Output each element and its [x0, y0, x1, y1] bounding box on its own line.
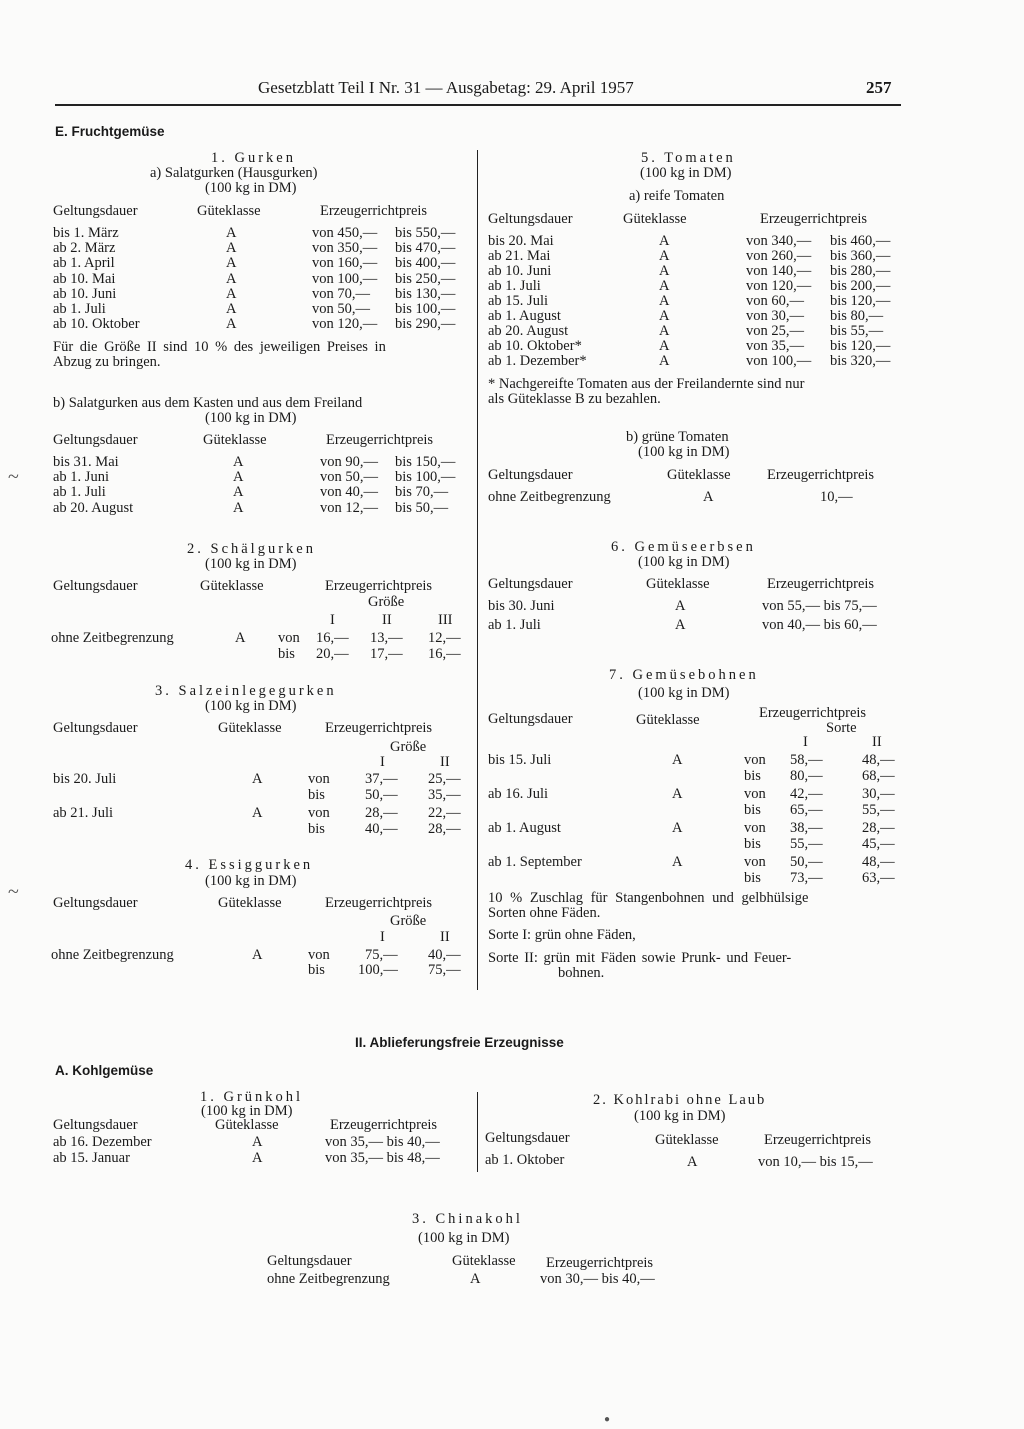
- price: 42,—: [790, 786, 823, 802]
- col-header: Geltungsdauer: [53, 1117, 138, 1133]
- grade: A: [226, 316, 237, 333]
- duration: bis 30. Juni: [488, 598, 555, 614]
- grade: A: [233, 484, 244, 501]
- duration: ab 1. Oktober: [485, 1152, 565, 1168]
- price-from: von 120,—: [312, 316, 378, 333]
- duration: ab 15. Januar: [53, 1150, 130, 1166]
- bis-label: bis: [744, 870, 761, 886]
- grade: A: [252, 805, 263, 821]
- section-heading: E. Fruchtgemüse: [55, 124, 165, 139]
- price-from: von 60,—: [746, 293, 804, 309]
- col-header: Erzeugerrichtpreis: [320, 203, 428, 219]
- col-header: Güteklasse: [636, 712, 700, 728]
- table-title: 2. Kohlrabi ohne Laub: [593, 1092, 767, 1108]
- duration: ab 2. März: [53, 240, 116, 257]
- price-from: von 25,—: [746, 323, 804, 339]
- size-label: II: [382, 612, 392, 628]
- price-from: von 100,—: [746, 353, 812, 369]
- table-title: 6. Gemüseerbsen: [611, 539, 756, 555]
- size-label: II: [872, 734, 882, 750]
- price-from: von 35,—: [746, 338, 804, 354]
- note: Für die Größe II sind 10 % des jeweiligen Preises in: [53, 339, 386, 355]
- duration: ab 1. Juli: [488, 278, 541, 294]
- bis-label: bis: [308, 962, 325, 978]
- note: Sorten ohne Fäden.: [488, 905, 601, 921]
- col-header: Erzeugerrichtpreis: [326, 432, 434, 448]
- price: 58,—: [790, 752, 823, 768]
- col-header: Güteklasse: [623, 211, 687, 227]
- col-header: Erzeugerrichtpreis: [325, 578, 433, 594]
- column-divider: [477, 150, 478, 990]
- price: 40,—: [365, 821, 398, 837]
- scan-mark: ●: [604, 1414, 611, 1425]
- col-header: Güteklasse: [215, 1117, 279, 1133]
- col-header: Güteklasse: [218, 720, 282, 736]
- price-to: bis 470,—: [395, 240, 456, 257]
- duration: ab 10. Oktober: [53, 316, 140, 333]
- price: 16,—: [316, 630, 349, 646]
- von-label: von: [278, 630, 300, 646]
- duration: ab 20. August: [53, 499, 134, 516]
- price: 50,—: [790, 854, 823, 870]
- grade: A: [659, 353, 670, 369]
- grade: A: [675, 598, 686, 614]
- duration: ab 1. Dezember*: [488, 353, 587, 369]
- price-to: bis 50,—: [395, 499, 449, 516]
- duration: bis 31. Mai: [53, 454, 119, 470]
- subtitle: b) grüne Tomaten: [626, 429, 729, 445]
- grade: A: [226, 285, 237, 302]
- col-header: Güteklasse: [197, 203, 261, 219]
- column-divider: [477, 1092, 478, 1172]
- col-header: Güteklasse: [655, 1132, 719, 1148]
- price: von 55,— bis 75,—: [762, 598, 877, 614]
- duration: ohne Zeitbegrenzung: [267, 1271, 390, 1287]
- size-label: I: [803, 734, 808, 750]
- price: 25,—: [428, 771, 461, 787]
- size-label: I: [380, 929, 385, 945]
- grade: A: [470, 1271, 481, 1287]
- duration: ab 16. Juli: [488, 786, 549, 802]
- note: bohnen.: [558, 965, 605, 981]
- duration: ab 1. September: [488, 854, 582, 870]
- col-header: Geltungsdauer: [53, 203, 138, 219]
- grade: A: [226, 240, 237, 257]
- duration: ab 1. August: [488, 820, 561, 836]
- col-header: Größe: [368, 594, 405, 610]
- price: 37,—: [365, 771, 398, 787]
- price: 100,—: [358, 962, 398, 978]
- duration: ab 21. Juli: [53, 805, 114, 821]
- price-from: von 70,—: [312, 285, 370, 302]
- duration: bis 1. März: [53, 225, 119, 241]
- price-to: bis 280,—: [830, 263, 891, 279]
- price: 28,—: [428, 821, 461, 837]
- price-from: von 90,—: [320, 454, 378, 470]
- note: Sorte I: grün ohne Fäden,: [488, 927, 636, 943]
- price: 65,—: [790, 802, 823, 818]
- price: von 35,— bis 48,—: [325, 1150, 440, 1166]
- price: 40,—: [428, 947, 461, 963]
- size-label: II: [440, 929, 450, 945]
- footnote: als Güteklasse B zu bezahlen.: [488, 391, 661, 407]
- price: 16,—: [428, 646, 461, 662]
- bis-label: bis: [744, 768, 761, 784]
- duration: ab 1. April: [53, 255, 115, 272]
- unit-label: (100 kg in DM): [634, 1108, 726, 1124]
- price-from: von 100,—: [312, 270, 378, 287]
- price-to: bis 80,—: [830, 308, 884, 324]
- subtitle: a) Salatgurken (Hausgurken): [150, 165, 318, 181]
- unit-label: (100 kg in DM): [205, 180, 297, 196]
- grade: A: [226, 255, 237, 272]
- col-header: Güteklasse: [452, 1253, 516, 1269]
- price-to: bis 120,—: [830, 338, 891, 354]
- section-heading: A. Kohlgemüse: [55, 1063, 154, 1078]
- size-label: III: [438, 612, 453, 628]
- duration: ab 1. Juli: [488, 617, 541, 633]
- price: von 35,— bis 40,—: [325, 1134, 440, 1150]
- unit-label: (100 kg in DM): [205, 698, 297, 714]
- col-header: Geltungsdauer: [267, 1253, 352, 1269]
- price-from: von 50,—: [312, 301, 370, 317]
- col-header: Güteklasse: [218, 895, 282, 911]
- price-from: von 450,—: [312, 225, 378, 241]
- subtitle: b) Salatgurken aus dem Kasten und aus dem Freiland: [53, 395, 363, 411]
- duration: ohne Zeitbegrenzung: [51, 630, 174, 646]
- grade: A: [672, 854, 683, 870]
- price: 63,—: [862, 870, 895, 886]
- grade: A: [226, 270, 237, 287]
- subtitle: a) reife Tomaten: [629, 188, 725, 204]
- price-to: bis 460,—: [830, 233, 891, 249]
- price-to: bis 400,—: [395, 255, 456, 272]
- duration: ab 16. Dezember: [53, 1134, 152, 1150]
- price-to: bis 290,—: [395, 316, 456, 333]
- page-number: 257: [866, 78, 892, 97]
- bis-label: bis: [744, 802, 761, 818]
- size-label: I: [330, 612, 335, 628]
- note: Sorte II: grün mit Fäden sowie Prunk- und Feuer-: [488, 950, 792, 966]
- duration: bis 15. Juli: [488, 752, 552, 768]
- unit-label: (100 kg in DM): [418, 1230, 510, 1246]
- note: 10 % Zuschlag für Stangenbohnen und gelbhülsige: [488, 890, 809, 906]
- grade: A: [226, 301, 237, 317]
- col-header: Geltungsdauer: [53, 895, 138, 911]
- price-to: bis 55,—: [830, 323, 884, 339]
- unit-label: (100 kg in DM): [205, 873, 297, 889]
- von-label: von: [744, 752, 766, 768]
- table-title: 4. Essiggurken: [185, 857, 314, 873]
- duration: ab 10. Oktober*: [488, 338, 582, 354]
- price-from: von 260,—: [746, 248, 812, 264]
- bis-label: bis: [744, 836, 761, 852]
- grade: A: [252, 947, 263, 963]
- col-header: Geltungsdauer: [53, 578, 138, 594]
- price: 22,—: [428, 805, 461, 821]
- price-to: bis 100,—: [395, 469, 456, 486]
- footnote: * Nachgereifte Tomaten aus der Freilandernte sind nur: [488, 376, 805, 392]
- price-to: bis 70,—: [395, 484, 449, 501]
- grade: A: [252, 1150, 263, 1166]
- col-header: Geltungsdauer: [53, 720, 138, 736]
- grade: A: [252, 1134, 263, 1150]
- price: 12,—: [428, 630, 461, 646]
- price-to: bis 100,—: [395, 301, 456, 317]
- col-header: Erzeugerrichtpreis: [760, 211, 868, 227]
- price: 73,—: [790, 870, 823, 886]
- price: 45,—: [862, 836, 895, 852]
- bis-label: bis: [278, 646, 295, 662]
- col-header: Sorte: [826, 720, 857, 736]
- duration: ab 1. Juli: [53, 301, 106, 317]
- col-header: Güteklasse: [646, 576, 710, 592]
- grade: A: [226, 225, 237, 241]
- price: von 10,— bis 15,—: [758, 1154, 873, 1170]
- grade: A: [659, 278, 670, 294]
- col-header: Geltungsdauer: [488, 467, 573, 483]
- grade: A: [659, 248, 670, 264]
- page-header: Gesetzblatt Teil I Nr. 31 — Ausgabetag: 29. April 1957: [258, 78, 634, 97]
- col-header: Geltungsdauer: [485, 1130, 570, 1146]
- col-header: Geltungsdauer: [488, 711, 573, 727]
- price-to: bis 200,—: [830, 278, 891, 294]
- col-header: Güteklasse: [667, 467, 731, 483]
- unit-label: (100 kg in DM): [638, 685, 730, 701]
- col-header: Geltungsdauer: [53, 432, 138, 448]
- price-to: bis 250,—: [395, 270, 456, 287]
- price: von 30,— bis 40,—: [540, 1271, 655, 1287]
- von-label: von: [744, 786, 766, 802]
- size-label: I: [380, 754, 385, 770]
- price-to: bis 550,—: [395, 225, 456, 241]
- grade: A: [659, 233, 670, 249]
- duration: bis 20. Mai: [488, 233, 554, 249]
- duration: ab 10. Juni: [53, 285, 117, 302]
- price-from: von 340,—: [746, 233, 812, 249]
- price: 35,—: [428, 787, 461, 803]
- grade: A: [233, 454, 244, 470]
- bis-label: bis: [308, 821, 325, 837]
- duration: ab 1. Juli: [53, 484, 106, 501]
- price: 13,—: [370, 630, 403, 646]
- price: 50,—: [365, 787, 398, 803]
- price-from: von 50,—: [320, 469, 378, 486]
- table-title: 3. Chinakohl: [412, 1211, 523, 1227]
- grade: A: [675, 617, 686, 633]
- grade: A: [659, 338, 670, 354]
- price: von 40,— bis 60,—: [762, 617, 877, 633]
- grade: A: [233, 499, 244, 516]
- price-to: bis 130,—: [395, 285, 456, 302]
- price-from: von 140,—: [746, 263, 812, 279]
- unit-label: (100 kg in DM): [205, 410, 297, 426]
- price-to: bis 150,—: [395, 454, 456, 470]
- duration: ohne Zeitbegrenzung: [488, 489, 611, 505]
- unit-label: (100 kg in DM): [205, 556, 297, 572]
- unit-label: (100 kg in DM): [640, 165, 732, 181]
- price-to: bis 360,—: [830, 248, 891, 264]
- col-header: Erzeugerrichtpreis: [767, 576, 875, 592]
- col-header: Erzeugerrichtpreis: [325, 895, 433, 911]
- price-from: von 350,—: [312, 240, 378, 257]
- price: 30,—: [862, 786, 895, 802]
- price: 28,—: [365, 805, 398, 821]
- price-from: von 40,—: [320, 484, 378, 501]
- unit-label: (100 kg in DM): [638, 444, 730, 460]
- col-header: Erzeugerrichtpreis: [764, 1132, 872, 1148]
- von-label: von: [308, 947, 330, 963]
- grade: A: [672, 752, 683, 768]
- von-label: von: [744, 820, 766, 836]
- table-title: 5. Tomaten: [641, 150, 736, 166]
- col-header: Güteklasse: [203, 432, 267, 448]
- duration: ab 15. Juli: [488, 293, 549, 309]
- grade: A: [703, 489, 714, 505]
- price-from: von 30,—: [746, 308, 804, 324]
- price: 17,—: [370, 646, 403, 662]
- col-header: Geltungsdauer: [488, 211, 573, 227]
- von-label: von: [308, 771, 330, 787]
- price: 75,—: [365, 947, 398, 963]
- table-title: 3. Salzeinlegegurken: [155, 683, 337, 699]
- price: 28,—: [862, 820, 895, 836]
- col-header: Erzeugerrichtpreis: [767, 467, 875, 483]
- grade: A: [659, 263, 670, 279]
- unit-label: (100 kg in DM): [638, 554, 730, 570]
- grade: A: [672, 820, 683, 836]
- price-to: bis 320,—: [830, 353, 891, 369]
- table-title: 1. Gurken: [211, 150, 296, 166]
- col-header: Geltungsdauer: [488, 576, 573, 592]
- grade: A: [252, 771, 263, 787]
- duration: ab 21. Mai: [488, 248, 551, 264]
- price: 38,—: [790, 820, 823, 836]
- grade: A: [687, 1154, 698, 1170]
- von-label: von: [744, 854, 766, 870]
- grade: A: [659, 308, 670, 324]
- price: 55,—: [790, 836, 823, 852]
- grade: A: [659, 323, 670, 339]
- col-header: Größe: [390, 739, 427, 755]
- price: 20,—: [316, 646, 349, 662]
- table-title: 7. Gemüsebohnen: [609, 667, 759, 683]
- note: Abzug zu bringen.: [53, 354, 161, 370]
- price-from: von 12,—: [320, 499, 378, 516]
- col-header: Größe: [390, 913, 427, 929]
- scan-mark: ~: [8, 466, 19, 488]
- grade: A: [235, 630, 246, 646]
- price: 48,—: [862, 752, 895, 768]
- grade: A: [672, 786, 683, 802]
- scan-mark: ~: [8, 881, 19, 903]
- size-label: II: [440, 754, 450, 770]
- col-header: Erzeugerrichtpreis: [546, 1255, 654, 1271]
- col-header: Erzeugerrichtpreis: [759, 705, 867, 721]
- col-header: Güteklasse: [200, 578, 264, 594]
- price: 48,—: [862, 854, 895, 870]
- duration: ab 10. Juni: [488, 263, 552, 279]
- duration: ab 1. Juni: [53, 469, 109, 486]
- header-rule: [55, 104, 901, 106]
- grade: A: [233, 469, 244, 486]
- duration: ab 1. August: [488, 308, 561, 324]
- duration: ohne Zeitbegrenzung: [51, 947, 174, 963]
- price: 80,—: [790, 768, 823, 784]
- von-label: von: [308, 805, 330, 821]
- table-title: 1. Grünkohl: [200, 1089, 304, 1105]
- col-header: Erzeugerrichtpreis: [330, 1117, 438, 1133]
- duration: ab 10. Mai: [53, 270, 116, 287]
- duration: ab 20. August: [488, 323, 569, 339]
- price-to: bis 120,—: [830, 293, 891, 309]
- table-title: 2. Schälgurken: [187, 541, 316, 557]
- price-from: von 160,—: [312, 255, 378, 272]
- price: 55,—: [862, 802, 895, 818]
- grade: A: [659, 293, 670, 309]
- duration: bis 20. Juli: [53, 771, 117, 787]
- price: 68,—: [862, 768, 895, 784]
- unit-label: (100 kg in DM): [201, 1103, 293, 1119]
- section-heading: II. Ablieferungsfreie Erzeugnisse: [355, 1035, 564, 1050]
- bis-label: bis: [308, 787, 325, 803]
- price: 10,—: [820, 489, 853, 505]
- price: 75,—: [428, 962, 461, 978]
- price-from: von 120,—: [746, 278, 812, 294]
- col-header: Erzeugerrichtpreis: [325, 720, 433, 736]
